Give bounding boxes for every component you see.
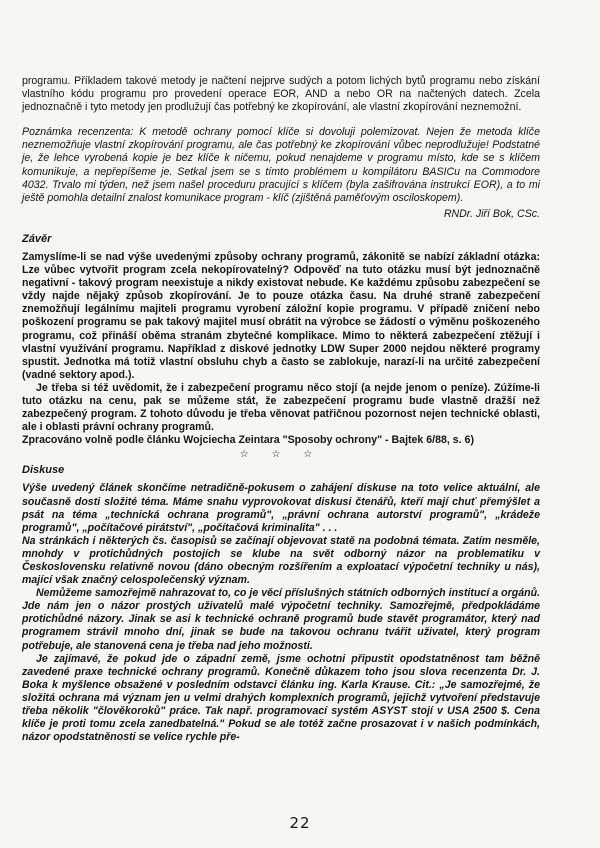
page-number: 22	[289, 814, 311, 832]
discussion-paragraph-1: Výše uvedený článek skončíme netradičně-pokusem o zahájení diskuse na toto velice aktuální, ale současně dosti složité téma. Máme snahu vyprovokovat diskusi čtenářů, kteří mají chuť přemýšlet a psát na téma „technická ochrana programů", „právní ochrana autorství programů", „krádeže programů", „počítačové pirátství", „počítačová kriminalita" . . .	[22, 482, 540, 534]
conclusion-source: Zpracováno volně podle článku Wojciecha Zeintara "Sposoby ochrony" - Bajtek 6/88, s. 6)	[22, 434, 474, 447]
spacer	[22, 114, 540, 126]
discussion-paragraph-4: Je zajímavé, že pokud jde o západní země, jsme ochotni připustit opodstatněnost tam běžně zavedené praxe technické ochrany programů. Konečně důkazem toho jsou slova recenzenta Dr. J. Boka k myšlence obsažené v posledním odstavci článku ing. Karla Krause. Cit.: „Je samozřejmé, že složitá ochrana má význam jen u velmi drahých komplexních programů, jejichž vytvoření představuje třeba několik "člověkoroků" práce. Tak např. programovací systém ASYST stojí v USA 2500 $. Cena klíče je proti tomu zcela zanedbatelná." Pokud se ale totéž začne prosazovat i v našich podmínkách, názor opodstatněnosti se velice rychle pře-	[22, 652, 540, 744]
document-page	[22, 75, 540, 744]
conclusion-paragraph-1: Zamyslíme-li se nad výše uvedenými způsoby ochrany programů, zákonitě se nabízí základní otázka: Lze vůbec vytvořit program zcela nekopírovatelný? Odpověď na tuto otázku musí být jednoznačně negativní - takový program neexistuje a nikdy existovat nebude. Ke každému způsobu zabezpečení se vždy najde nějaký způsob zkopírování. Je to pouze otázka času. Na druhé straně zabezpečení znemožňují legálnímu majiteli programu vyrobení záložní kopie programu. V případě zničení nebo poškození programu se pak takový majitel musí obrátit na výrobce se žádostí o výměnu poškozeného programu, což přináší oběma stranám zbytečné komplikace. Mimo to některá zabezpečení ztěžují i vlastní využívání programu. Například z diskové jednotky LDW Super 2000 nejdou některé programy spustit. Jednotka má totiž vlastní obsluhu chyb a často se zablokuje, narazí-li na určité zabezpečení (vadné sektory apod.).	[22, 250, 540, 381]
reviewer-signature: RNDr. Jiří Bok, CSc.	[443, 207, 540, 220]
discussion-heading: Diskuse	[22, 464, 65, 477]
reviewer-note: Poznámka recenzenta: K metodě ochrany pomocí klíče si dovoluji polemizovat. Nejen že metoda klíče neznemožňuje vlastní zkopírování programu, ale čas potřebný ke zkopírování vůbec neprodlužuje! Podstatné je, že lehce vyrobená kopie je bez klíče k ničemu, pokud nenajdeme v programu místo, kde se s klíčem komunikuje, a nepřepíšeme je. Setkal jsem se s tímto problémem u kompilátoru BASICu na Commodore 4032. Trvalo mi týden, než jsem našel proceduru pracující s klíčem (byla zašifrována instrukcí EOR), a to mi ještě pomohla detailní znalost komunikace program - klíč (zjištěná paměťovým osciloskopem).	[22, 126, 540, 204]
conclusion-paragraph-2: Je třeba si též uvědomit, že i zabezpečení programu něco stojí (a nejde jenom o peníze). Zúžíme-li tuto otázku na cenu, pak se můžeme stát, že zabezpečení programu bude vlastně dražší než zabezpečený program. Z tohoto důvodu je třeba věnovat patřičnou pozornost nejen technické oblasti, ale i oblasti právní ochrany programů.	[22, 381, 540, 434]
section-separator-stars: ☆ ☆ ☆	[239, 449, 323, 461]
discussion-paragraph-2: Na stránkách i některých čs. časopisů se začínají objevovat statě na podobná témata. Zatím nesměle, mnohdy v protichůdných postojích se klube na svět odborný názor na problematiku v Československu relativně novou (dáno obecným rozšířením a exploatací výpočetní techniky u nás), mající však značný celospolečenský význam.	[22, 534, 540, 587]
spacer	[22, 221, 540, 233]
discussion-paragraph-3: Nemůžeme samozřejmě nahrazovat to, co je věcí příslušných státních odborných institucí a orgánů. Jde nám jen o názor prostých uživatelů malé výpočetní techniky. Samozřejmě, předpokládáme protichůdné názory. Jinak se asi k technické ochraně programů bude stavět programátor, který nad programem strávil mnoho dní, jinak se bude na takovou ochranu tvářit uživatel, který program potřebuje, ale stanovená cena je třeba nad jeho možnosti.	[22, 587, 540, 652]
conclusion-heading: Závěr	[22, 232, 52, 245]
intro-paragraph: programu. Příkladem takové metody je načtení nejprve sudých a potom lichých bytů programu nebo získání vlastního kódu programu pro provedení operace EOR, AND a nebo OR na načtených datech. Zcela jednoznačně i tyto metody jen prodlužují čas potřebný ke zkopírování, ale vlastní zkopírování neznemožní.	[22, 75, 540, 114]
